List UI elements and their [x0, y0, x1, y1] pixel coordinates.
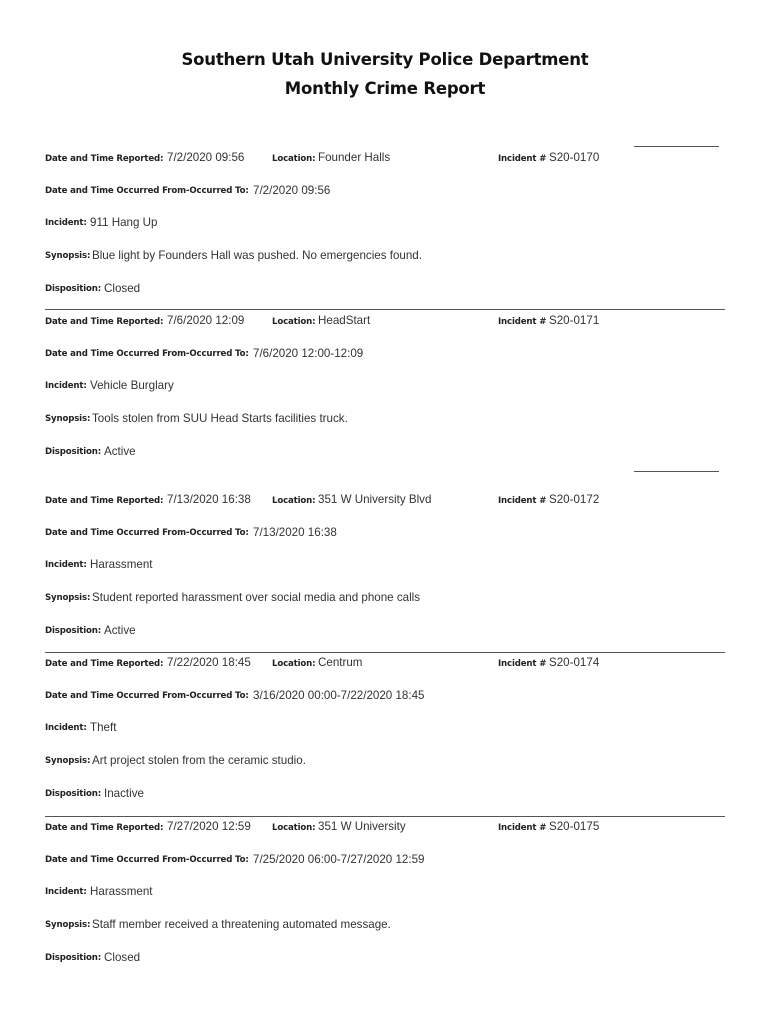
record-separator	[45, 652, 725, 653]
disposition-value: Closed	[104, 282, 141, 295]
record-separator	[634, 471, 719, 472]
synopsis-value: Art project stolen from the ceramic studio.	[92, 754, 306, 767]
disposition-value: Inactive	[104, 787, 144, 800]
label-incident-number: Incident #	[498, 154, 547, 164]
report-title: Southern Utah University Police Department	[181, 50, 589, 69]
label-location: Location:	[272, 659, 316, 669]
label-location: Location:	[272, 317, 316, 327]
label-incident-number: Incident #	[498, 317, 547, 327]
label-disposition: Disposition:	[45, 789, 102, 799]
location-value: HeadStart	[318, 314, 371, 327]
reported-value: 7/22/2020 18:45	[167, 656, 251, 669]
incident-number-value: S20-0174	[549, 656, 600, 669]
incident-value: Vehicle Burglary	[90, 379, 174, 392]
incident-number-value: S20-0172	[549, 493, 600, 506]
label-occurred: Date and Time Occurred From-Occurred To:	[45, 691, 249, 701]
incident-value: Harassment	[90, 885, 153, 898]
synopsis-value: Staff member received a threatening automated message.	[92, 918, 391, 931]
occurred-value: 7/25/2020 06:00-7/27/2020 12:59	[253, 853, 425, 866]
location-value: Founder Halls	[318, 151, 391, 164]
label-incident-number: Incident #	[498, 496, 547, 506]
label-disposition: Disposition:	[45, 626, 102, 636]
incident-number-value: S20-0175	[549, 820, 600, 833]
label-occurred: Date and Time Occurred From-Occurred To:	[45, 186, 249, 196]
location-value: Centrum	[318, 656, 363, 669]
disposition-value: Active	[104, 445, 136, 458]
label-reported: Date and Time Reported:	[45, 496, 164, 506]
label-occurred: Date and Time Occurred From-Occurred To:	[45, 855, 249, 865]
label-occurred: Date and Time Occurred From-Occurred To:	[45, 349, 249, 359]
disposition-value: Active	[104, 624, 136, 637]
synopsis-value: Tools stolen from SUU Head Starts facilities truck.	[92, 412, 348, 425]
incident-value: Theft	[90, 721, 117, 734]
label-location: Location:	[272, 496, 316, 506]
label-reported: Date and Time Reported:	[45, 659, 164, 669]
label-location: Location:	[272, 154, 316, 164]
label-synopsis: Synopsis:	[45, 414, 91, 424]
label-disposition: Disposition:	[45, 284, 102, 294]
synopsis-value: Blue light by Founders Hall was pushed. No emergencies found.	[92, 249, 422, 262]
incident-value: 911 Hang Up	[90, 216, 158, 229]
occurred-value: 7/13/2020 16:38	[253, 526, 337, 539]
label-incident: Incident:	[45, 218, 87, 228]
label-incident-number: Incident #	[498, 659, 547, 669]
reported-value: 7/6/2020 12:09	[167, 314, 245, 327]
reported-value: 7/27/2020 12:59	[167, 820, 251, 833]
label-reported: Date and Time Reported:	[45, 823, 164, 833]
incident-value: Harassment	[90, 558, 153, 571]
label-reported: Date and Time Reported:	[45, 317, 164, 327]
reported-value: 7/13/2020 16:38	[167, 493, 251, 506]
record-separator	[45, 816, 725, 817]
location-value: 351 W University	[318, 820, 406, 833]
label-incident: Incident:	[45, 381, 87, 391]
incident-number-value: S20-0171	[549, 314, 600, 327]
record-separator	[45, 309, 725, 310]
label-synopsis: Synopsis:	[45, 593, 91, 603]
label-occurred: Date and Time Occurred From-Occurred To:	[45, 528, 249, 538]
label-incident-number: Incident #	[498, 823, 547, 833]
incident-number-value: S20-0170	[549, 151, 600, 164]
occurred-value: 3/16/2020 00:00-7/22/2020 18:45	[253, 689, 425, 702]
label-synopsis: Synopsis:	[45, 251, 91, 261]
label-incident: Incident:	[45, 723, 87, 733]
disposition-value: Closed	[104, 951, 141, 964]
label-incident: Incident:	[45, 560, 87, 570]
report-subtitle: Monthly Crime Report	[284, 79, 486, 98]
location-value: 351 W University Blvd	[318, 493, 432, 506]
label-synopsis: Synopsis:	[45, 756, 91, 766]
label-reported: Date and Time Reported:	[45, 154, 164, 164]
occurred-value: 7/6/2020 12:00-12:09	[253, 347, 364, 360]
label-disposition: Disposition:	[45, 953, 102, 963]
label-disposition: Disposition:	[45, 447, 102, 457]
record-separator	[634, 146, 719, 147]
label-location: Location:	[272, 823, 316, 833]
label-incident: Incident:	[45, 887, 87, 897]
label-synopsis: Synopsis:	[45, 920, 91, 930]
reported-value: 7/2/2020 09:56	[167, 151, 245, 164]
synopsis-value: Student reported harassment over social media and phone calls	[92, 591, 421, 604]
occurred-value: 7/2/2020 09:56	[253, 184, 331, 197]
